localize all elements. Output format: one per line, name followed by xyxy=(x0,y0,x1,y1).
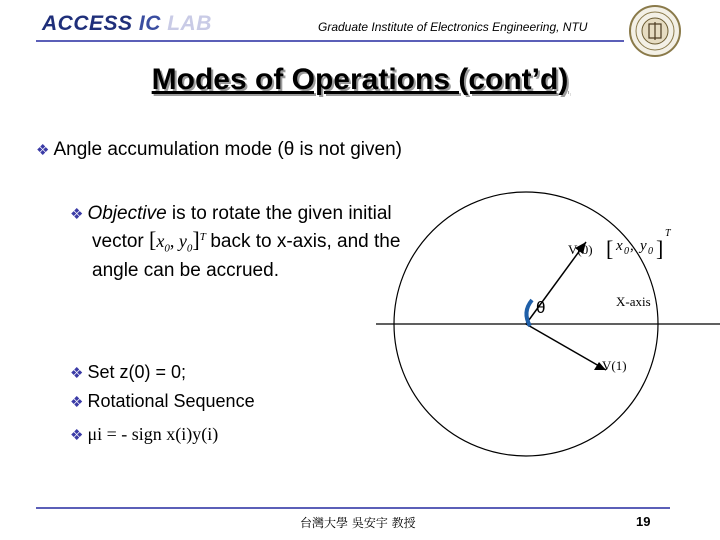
slide-title: Modes of Operations (cont’d) xyxy=(151,63,569,96)
objective-text-2: back to x-axis, and the angle can be accrued. xyxy=(92,231,401,281)
objective-emphasis: Objective xyxy=(87,203,167,224)
theta-arc xyxy=(526,300,532,326)
theta-label: θ xyxy=(536,298,546,317)
diamond-bullet-icon: ❖ xyxy=(70,394,84,411)
footer-professor-name: 台灣大學 吳安宇 教授 xyxy=(300,516,416,530)
svg-text:x: x xyxy=(616,238,623,254)
svg-text:]: ] xyxy=(656,236,664,261)
v1-label: V(1) xyxy=(602,358,627,373)
bullet-rotational-sequence: ❖ Rotational Sequence xyxy=(70,391,255,411)
header-divider xyxy=(36,40,624,42)
objective-text-1: is to rotate the given initial vector xyxy=(92,203,392,252)
lab-logo-text xyxy=(42,12,212,36)
svg-text:y: y xyxy=(640,238,647,254)
diamond-bullet-icon: ❖ xyxy=(36,142,50,159)
diamond-bullet-icon: ❖ xyxy=(70,206,84,223)
v0-label: V(0) xyxy=(568,242,593,257)
initial-vector-formula: [$x_0$, $y_0]^T$ xyxy=(149,227,206,255)
university-seal-icon xyxy=(628,4,682,58)
rotation-diagram xyxy=(370,180,720,470)
lab-ic: IC xyxy=(138,12,161,35)
page-number: 19 xyxy=(636,514,651,529)
svg-text:[: [ xyxy=(606,236,614,261)
diamond-bullet-icon: ❖ xyxy=(70,365,84,382)
lab-access: ACCESS xyxy=(42,12,133,35)
x-axis-label: X-axis xyxy=(616,294,651,309)
svg-text:,: , xyxy=(630,238,634,254)
institute-name: Graduate Institute of Electronics Engineering, NTU xyxy=(318,20,588,34)
svg-text:0: 0 xyxy=(648,246,653,257)
bullet-mu-sign: ❖ μi = - sign x(i)y(i) xyxy=(70,424,219,444)
bullet-set-z: ❖ Set z(0) = 0; xyxy=(70,362,186,382)
vector-v1 xyxy=(526,324,606,370)
bullet-objective xyxy=(70,203,412,282)
footer-divider xyxy=(36,507,670,509)
svg-text:0: 0 xyxy=(624,246,629,257)
bullet-text: Angle accumulation mode (θ is not given) xyxy=(53,139,402,160)
diamond-bullet-icon: ❖ xyxy=(70,428,84,444)
lab-lab: LAB xyxy=(167,12,212,35)
svg-text:T: T xyxy=(665,228,671,239)
bullet-angle-accumulation xyxy=(36,139,438,162)
